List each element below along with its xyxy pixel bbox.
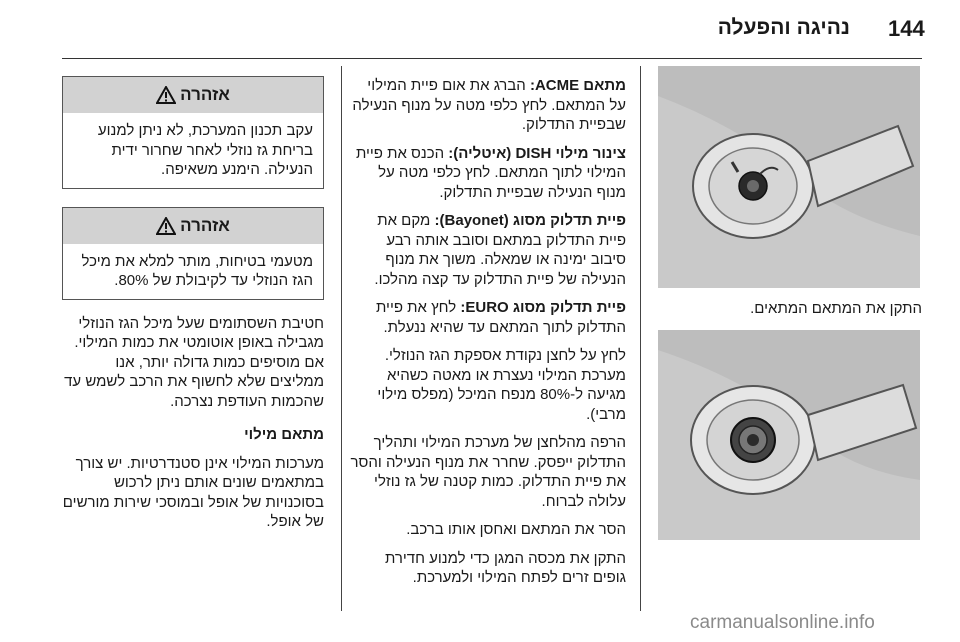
term: מתאם ACME: [529, 77, 626, 94]
page-header [0, 0, 960, 62]
paragraph-acme [350, 76, 626, 135]
warning-triangle-icon [156, 217, 176, 235]
paragraph-press-button: לחץ על לחצן נקודת אספקת הגז הנוזלי. מערכת המילוי נעצרת או מאטה כשהיא מגיעה ל-80% מנפח המיכל (מפלס מילוי מרבי). [377, 347, 626, 423]
warning-header [63, 208, 323, 244]
paragraph-bayonet [350, 211, 626, 289]
term: צינור מילוי DISH (איטליה): [448, 144, 626, 162]
paragraph-protective-cap: התקן את מכסה המגן כדי למנוע חדירת גופים זרים לפתח המילוי ולמערכת. [384, 549, 626, 586]
header-rule [62, 58, 922, 59]
watermark: carmanualsonline.info [690, 612, 875, 633]
paragraph-euro [350, 298, 626, 337]
left-column [62, 76, 324, 541]
paragraph-dish [350, 144, 626, 203]
term: פיית תדלוק מסוג EURO: [460, 299, 626, 316]
paragraph-release: הרפה מהלחצן של מערכת המילוי ותהליך התדלוק ייפסק. שחרר את מנוף הנעילה והסר את פיית התדלוק. כמות קטנה של גז נוזלי עלולה לברוח. [350, 434, 626, 510]
paragraph-text: הכנס את פיית המילוי לתוך המתאם. לחץ כלפי מטה על מנוף הנעילה שבפיית התדלוק. [355, 144, 626, 201]
warning-box-capacity [62, 207, 324, 300]
paragraph-remove-adapter: הסר את המתאם ואחסן אותו ברכב. [406, 521, 626, 538]
page-number: 144 [888, 16, 925, 41]
warning-text: עקב תכנון המערכת, לא ניתן למנוע בריחת גז נוזלי לאחר שחרור ידית הנעילה. הימנע משאיפה. [97, 122, 313, 178]
figure-caption: התקן את המתאם המתאים. [750, 300, 922, 317]
warning-box-vapor [62, 76, 324, 189]
adapter-paragraph: מערכות המילוי אינן סטנדרטיות. יש צורך במתאמים שונים אותם ניתן לרכוש בסוכנויות של אופל ובמוסכי שירות מורשים של אופל. [62, 454, 324, 530]
column-divider-left [341, 66, 342, 611]
running-title: נהיגה והפעלה [717, 16, 850, 39]
warning-title: אזהרה [180, 85, 230, 105]
warning-triangle-icon [156, 86, 176, 104]
middle-column [350, 76, 626, 597]
valve-intro-paragraph: חטיבת השסתומים שעל מיכל הגז הנוזלי מגבילה באופן אוטומטי את כמות המילוי. אם מוסיפים כמות גדולה יותר, אנו ממליצים שלא לחשוף את הרכב לשמש עד שהכמות העודפת נצרכה. [64, 314, 324, 410]
figure-fuel-door-cap [658, 66, 920, 288]
warning-title: אזהרה [180, 215, 230, 235]
warning-header [63, 77, 323, 113]
term: פיית תדלוק מסוג (Bayonet): [434, 212, 626, 229]
warning-text: מטעמי בטיחות, מותר למלא את מיכל הגז הנוזלי עד לקיבולת של 80%. [81, 252, 313, 289]
paragraph-text: לחץ את פיית התדלוק לתוך המתאם עד שהיא ננעלת. [375, 299, 626, 336]
paragraph-text: הברג את אום פיית המילוי על המתאם. לחץ כלפי מטה על מנוף הנעילה שבפיית התדלוק. [352, 77, 626, 133]
paragraph-text: מקם את פיית התדלוק במתאם וסובב אותה רבע סיבוב ימינה או שמאלה. משוך את מנוף הנעילה של פיית התדלוק עד קצה מהלכו. [374, 212, 626, 288]
figure-adapter-installed [658, 330, 920, 540]
column-divider-right [640, 66, 641, 611]
section-heading-adapter: מתאם מילוי [244, 426, 324, 443]
